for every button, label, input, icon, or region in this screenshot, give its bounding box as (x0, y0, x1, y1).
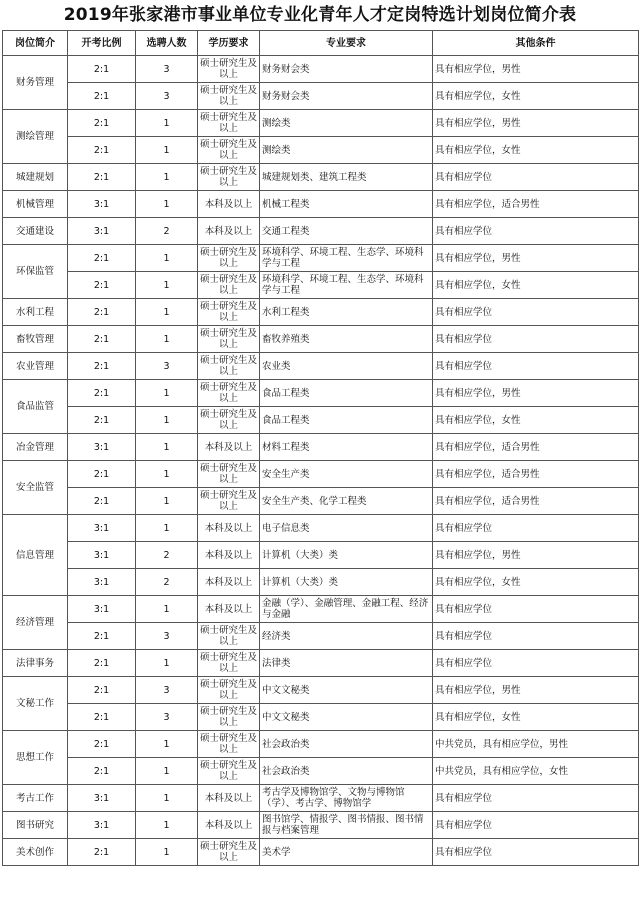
table-row (3, 839, 639, 866)
count-cell: 3 (136, 623, 198, 650)
position-name-cell: 法律事务 (3, 650, 68, 677)
ratio-cell: 2:1 (68, 704, 136, 731)
major-cell: 财务财会类 (260, 56, 433, 83)
position-name-cell: 测绘管理 (3, 110, 68, 164)
education-cell: 硕士研究生及以上 (198, 353, 260, 380)
other-conditions-cell: 具有相应学位 (433, 596, 639, 623)
table-row (3, 110, 639, 137)
ratio-cell: 3:1 (68, 596, 136, 623)
education-cell: 硕士研究生及以上 (198, 110, 260, 137)
count-cell: 1 (136, 164, 198, 191)
ratio-cell: 3:1 (68, 191, 136, 218)
header-ratio: 开考比例 (68, 31, 136, 56)
education-cell: 硕士研究生及以上 (198, 623, 260, 650)
other-conditions-cell: 具有相应学位，男性 (433, 380, 639, 407)
table-row (3, 137, 639, 164)
other-conditions-cell: 具有相应学位，男性 (433, 110, 639, 137)
table-row (3, 380, 639, 407)
table-row (3, 596, 639, 623)
table-row (3, 191, 639, 218)
position-name-cell: 水利工程 (3, 299, 68, 326)
position-name-cell: 城建规划 (3, 164, 68, 191)
major-cell: 安全生产类、化学工程类 (260, 488, 433, 515)
other-conditions-cell: 具有相应学位，女性 (433, 407, 639, 434)
count-cell: 1 (136, 434, 198, 461)
position-name-cell: 思想工作 (3, 731, 68, 785)
other-conditions-cell: 具有相应学位 (433, 353, 639, 380)
table-header-row (3, 31, 639, 56)
major-cell: 经济类 (260, 623, 433, 650)
ratio-cell: 2:1 (68, 380, 136, 407)
count-cell: 1 (136, 245, 198, 272)
table-row (3, 56, 639, 83)
education-cell: 本科及以上 (198, 785, 260, 812)
major-cell: 计算机（大类）类 (260, 569, 433, 596)
other-conditions-cell: 具有相应学位，女性 (433, 83, 639, 110)
education-cell: 本科及以上 (198, 218, 260, 245)
count-cell: 1 (136, 812, 198, 839)
ratio-cell: 2:1 (68, 758, 136, 785)
count-cell: 1 (136, 596, 198, 623)
count-cell: 1 (136, 839, 198, 866)
count-cell: 1 (136, 272, 198, 299)
position-name-cell: 食品监管 (3, 380, 68, 434)
count-cell: 3 (136, 677, 198, 704)
table-row (3, 407, 639, 434)
major-cell: 金融（学）、金融管理、金融工程、经济与金融 (260, 596, 433, 623)
table-row (3, 488, 639, 515)
other-conditions-cell: 具有相应学位 (433, 785, 639, 812)
table-row (3, 542, 639, 569)
count-cell: 1 (136, 758, 198, 785)
major-cell: 测绘类 (260, 137, 433, 164)
ratio-cell: 2:1 (68, 407, 136, 434)
count-cell: 1 (136, 731, 198, 758)
table-row (3, 218, 639, 245)
other-conditions-cell: 具有相应学位，适合男性 (433, 461, 639, 488)
ratio-cell: 2:1 (68, 461, 136, 488)
education-cell: 硕士研究生及以上 (198, 380, 260, 407)
major-cell: 农业类 (260, 353, 433, 380)
education-cell: 硕士研究生及以上 (198, 245, 260, 272)
major-cell: 材料工程类 (260, 434, 433, 461)
position-name-cell: 环保监管 (3, 245, 68, 299)
ratio-cell: 3:1 (68, 569, 136, 596)
other-conditions-cell: 具有相应学位 (433, 623, 639, 650)
other-conditions-cell: 具有相应学位，女性 (433, 137, 639, 164)
table-row (3, 812, 639, 839)
major-cell: 中文文秘类 (260, 677, 433, 704)
other-conditions-cell: 具有相应学位，男性 (433, 677, 639, 704)
education-cell: 硕士研究生及以上 (198, 731, 260, 758)
table-body (3, 56, 639, 866)
ratio-cell: 2:1 (68, 326, 136, 353)
education-cell: 本科及以上 (198, 191, 260, 218)
count-cell: 1 (136, 488, 198, 515)
header-count: 选聘人数 (136, 31, 198, 56)
education-cell: 硕士研究生及以上 (198, 56, 260, 83)
major-cell: 城建规划类、建筑工程类 (260, 164, 433, 191)
table-row (3, 299, 639, 326)
count-cell: 2 (136, 542, 198, 569)
count-cell: 1 (136, 515, 198, 542)
major-cell: 食品工程类 (260, 380, 433, 407)
count-cell: 1 (136, 407, 198, 434)
count-cell: 1 (136, 137, 198, 164)
table-row (3, 785, 639, 812)
table-row (3, 164, 639, 191)
education-cell: 硕士研究生及以上 (198, 704, 260, 731)
count-cell: 1 (136, 380, 198, 407)
count-cell: 3 (136, 704, 198, 731)
table-row (3, 650, 639, 677)
table-row (3, 677, 639, 704)
other-conditions-cell: 具有相应学位，男性 (433, 245, 639, 272)
position-name-cell: 冶金管理 (3, 434, 68, 461)
position-table (2, 30, 639, 866)
count-cell: 2 (136, 569, 198, 596)
education-cell: 硕士研究生及以上 (198, 299, 260, 326)
other-conditions-cell: 具有相应学位，适合男性 (433, 488, 639, 515)
position-name-cell: 畜牧管理 (3, 326, 68, 353)
education-cell: 本科及以上 (198, 434, 260, 461)
major-cell: 社会政治类 (260, 758, 433, 785)
table-row (3, 83, 639, 110)
education-cell: 本科及以上 (198, 569, 260, 596)
other-conditions-cell: 具有相应学位 (433, 218, 639, 245)
table-row (3, 326, 639, 353)
table-row (3, 569, 639, 596)
ratio-cell: 2:1 (68, 272, 136, 299)
major-cell: 计算机（大类）类 (260, 542, 433, 569)
other-conditions-cell: 具有相应学位 (433, 164, 639, 191)
major-cell: 测绘类 (260, 110, 433, 137)
major-cell: 中文文秘类 (260, 704, 433, 731)
table-row (3, 515, 639, 542)
education-cell: 硕士研究生及以上 (198, 407, 260, 434)
ratio-cell: 3:1 (68, 785, 136, 812)
ratio-cell: 2:1 (68, 164, 136, 191)
header-other: 其他条件 (433, 31, 639, 56)
table-row (3, 434, 639, 461)
major-cell: 考古学及博物馆学、文物与博物馆（学）、考古学、博物馆学 (260, 785, 433, 812)
other-conditions-cell: 具有相应学位 (433, 650, 639, 677)
education-cell: 硕士研究生及以上 (198, 758, 260, 785)
other-conditions-cell: 具有相应学位 (433, 839, 639, 866)
major-cell: 电子信息类 (260, 515, 433, 542)
major-cell: 水利工程类 (260, 299, 433, 326)
education-cell: 本科及以上 (198, 542, 260, 569)
table-row (3, 731, 639, 758)
education-cell: 硕士研究生及以上 (198, 83, 260, 110)
ratio-cell: 2:1 (68, 110, 136, 137)
position-name-cell: 美术创作 (3, 839, 68, 866)
count-cell: 1 (136, 110, 198, 137)
major-cell: 食品工程类 (260, 407, 433, 434)
count-cell: 1 (136, 326, 198, 353)
position-name-cell: 文秘工作 (3, 677, 68, 731)
header-education: 学历要求 (198, 31, 260, 56)
position-name-cell: 机械管理 (3, 191, 68, 218)
ratio-cell: 3:1 (68, 515, 136, 542)
other-conditions-cell: 具有相应学位，适合男性 (433, 191, 639, 218)
education-cell: 硕士研究生及以上 (198, 137, 260, 164)
education-cell: 硕士研究生及以上 (198, 272, 260, 299)
count-cell: 3 (136, 56, 198, 83)
other-conditions-cell: 具有相应学位，女性 (433, 272, 639, 299)
ratio-cell: 3:1 (68, 434, 136, 461)
position-name-cell: 图书研究 (3, 812, 68, 839)
count-cell: 1 (136, 299, 198, 326)
table-row (3, 245, 639, 272)
other-conditions-cell: 具有相应学位 (433, 812, 639, 839)
table-row (3, 353, 639, 380)
position-name-cell: 安全监管 (3, 461, 68, 515)
education-cell: 硕士研究生及以上 (198, 650, 260, 677)
ratio-cell: 2:1 (68, 677, 136, 704)
education-cell: 本科及以上 (198, 596, 260, 623)
count-cell: 1 (136, 785, 198, 812)
education-cell: 硕士研究生及以上 (198, 461, 260, 488)
ratio-cell: 2:1 (68, 650, 136, 677)
table-row (3, 704, 639, 731)
education-cell: 本科及以上 (198, 515, 260, 542)
position-name-cell: 考古工作 (3, 785, 68, 812)
other-conditions-cell: 中共党员，具有相应学位，女性 (433, 758, 639, 785)
table-row (3, 623, 639, 650)
major-cell: 畜牧养殖类 (260, 326, 433, 353)
other-conditions-cell: 具有相应学位，适合男性 (433, 434, 639, 461)
ratio-cell: 3:1 (68, 542, 136, 569)
other-conditions-cell: 具有相应学位，女性 (433, 704, 639, 731)
table-row (3, 272, 639, 299)
education-cell: 本科及以上 (198, 812, 260, 839)
count-cell: 2 (136, 218, 198, 245)
count-cell: 1 (136, 461, 198, 488)
education-cell: 硕士研究生及以上 (198, 488, 260, 515)
other-conditions-cell: 具有相应学位 (433, 299, 639, 326)
major-cell: 交通工程类 (260, 218, 433, 245)
major-cell: 法律类 (260, 650, 433, 677)
major-cell: 环境科学、环境工程、生态学、环境科学与工程 (260, 245, 433, 272)
major-cell: 图书馆学、情报学、图书情报、图书情报与档案管理 (260, 812, 433, 839)
count-cell: 3 (136, 83, 198, 110)
other-conditions-cell: 具有相应学位，男性 (433, 542, 639, 569)
header-position: 岗位简介 (3, 31, 68, 56)
ratio-cell: 2:1 (68, 299, 136, 326)
education-cell: 硕士研究生及以上 (198, 164, 260, 191)
ratio-cell: 3:1 (68, 218, 136, 245)
position-name-cell: 交通建设 (3, 218, 68, 245)
other-conditions-cell: 中共党员，具有相应学位，男性 (433, 731, 639, 758)
ratio-cell: 2:1 (68, 839, 136, 866)
position-name-cell: 信息管理 (3, 515, 68, 596)
major-cell: 环境科学、环境工程、生态学、环境科学与工程 (260, 272, 433, 299)
count-cell: 1 (136, 650, 198, 677)
major-cell: 机械工程类 (260, 191, 433, 218)
position-name-cell: 农业管理 (3, 353, 68, 380)
other-conditions-cell: 具有相应学位 (433, 515, 639, 542)
education-cell: 硕士研究生及以上 (198, 839, 260, 866)
other-conditions-cell: 具有相应学位，女性 (433, 569, 639, 596)
education-cell: 硕士研究生及以上 (198, 326, 260, 353)
ratio-cell: 2:1 (68, 137, 136, 164)
count-cell: 1 (136, 191, 198, 218)
major-cell: 财务财会类 (260, 83, 433, 110)
other-conditions-cell: 具有相应学位 (433, 326, 639, 353)
document-title: 2019年张家港市事业单位专业化青年人才定岗特选计划岗位简介表 (63, 5, 577, 25)
ratio-cell: 2:1 (68, 83, 136, 110)
other-conditions-cell: 具有相应学位，男性 (433, 56, 639, 83)
ratio-cell: 2:1 (68, 245, 136, 272)
ratio-cell: 2:1 (68, 353, 136, 380)
major-cell: 美术学 (260, 839, 433, 866)
position-name-cell: 财务管理 (3, 56, 68, 110)
major-cell: 社会政治类 (260, 731, 433, 758)
ratio-cell: 2:1 (68, 731, 136, 758)
count-cell: 3 (136, 353, 198, 380)
table-row (3, 461, 639, 488)
ratio-cell: 2:1 (68, 623, 136, 650)
education-cell: 硕士研究生及以上 (198, 677, 260, 704)
ratio-cell: 3:1 (68, 812, 136, 839)
major-cell: 安全生产类 (260, 461, 433, 488)
ratio-cell: 2:1 (68, 56, 136, 83)
table-row (3, 758, 639, 785)
header-major: 专业要求 (260, 31, 433, 56)
ratio-cell: 2:1 (68, 488, 136, 515)
position-name-cell: 经济管理 (3, 596, 68, 650)
